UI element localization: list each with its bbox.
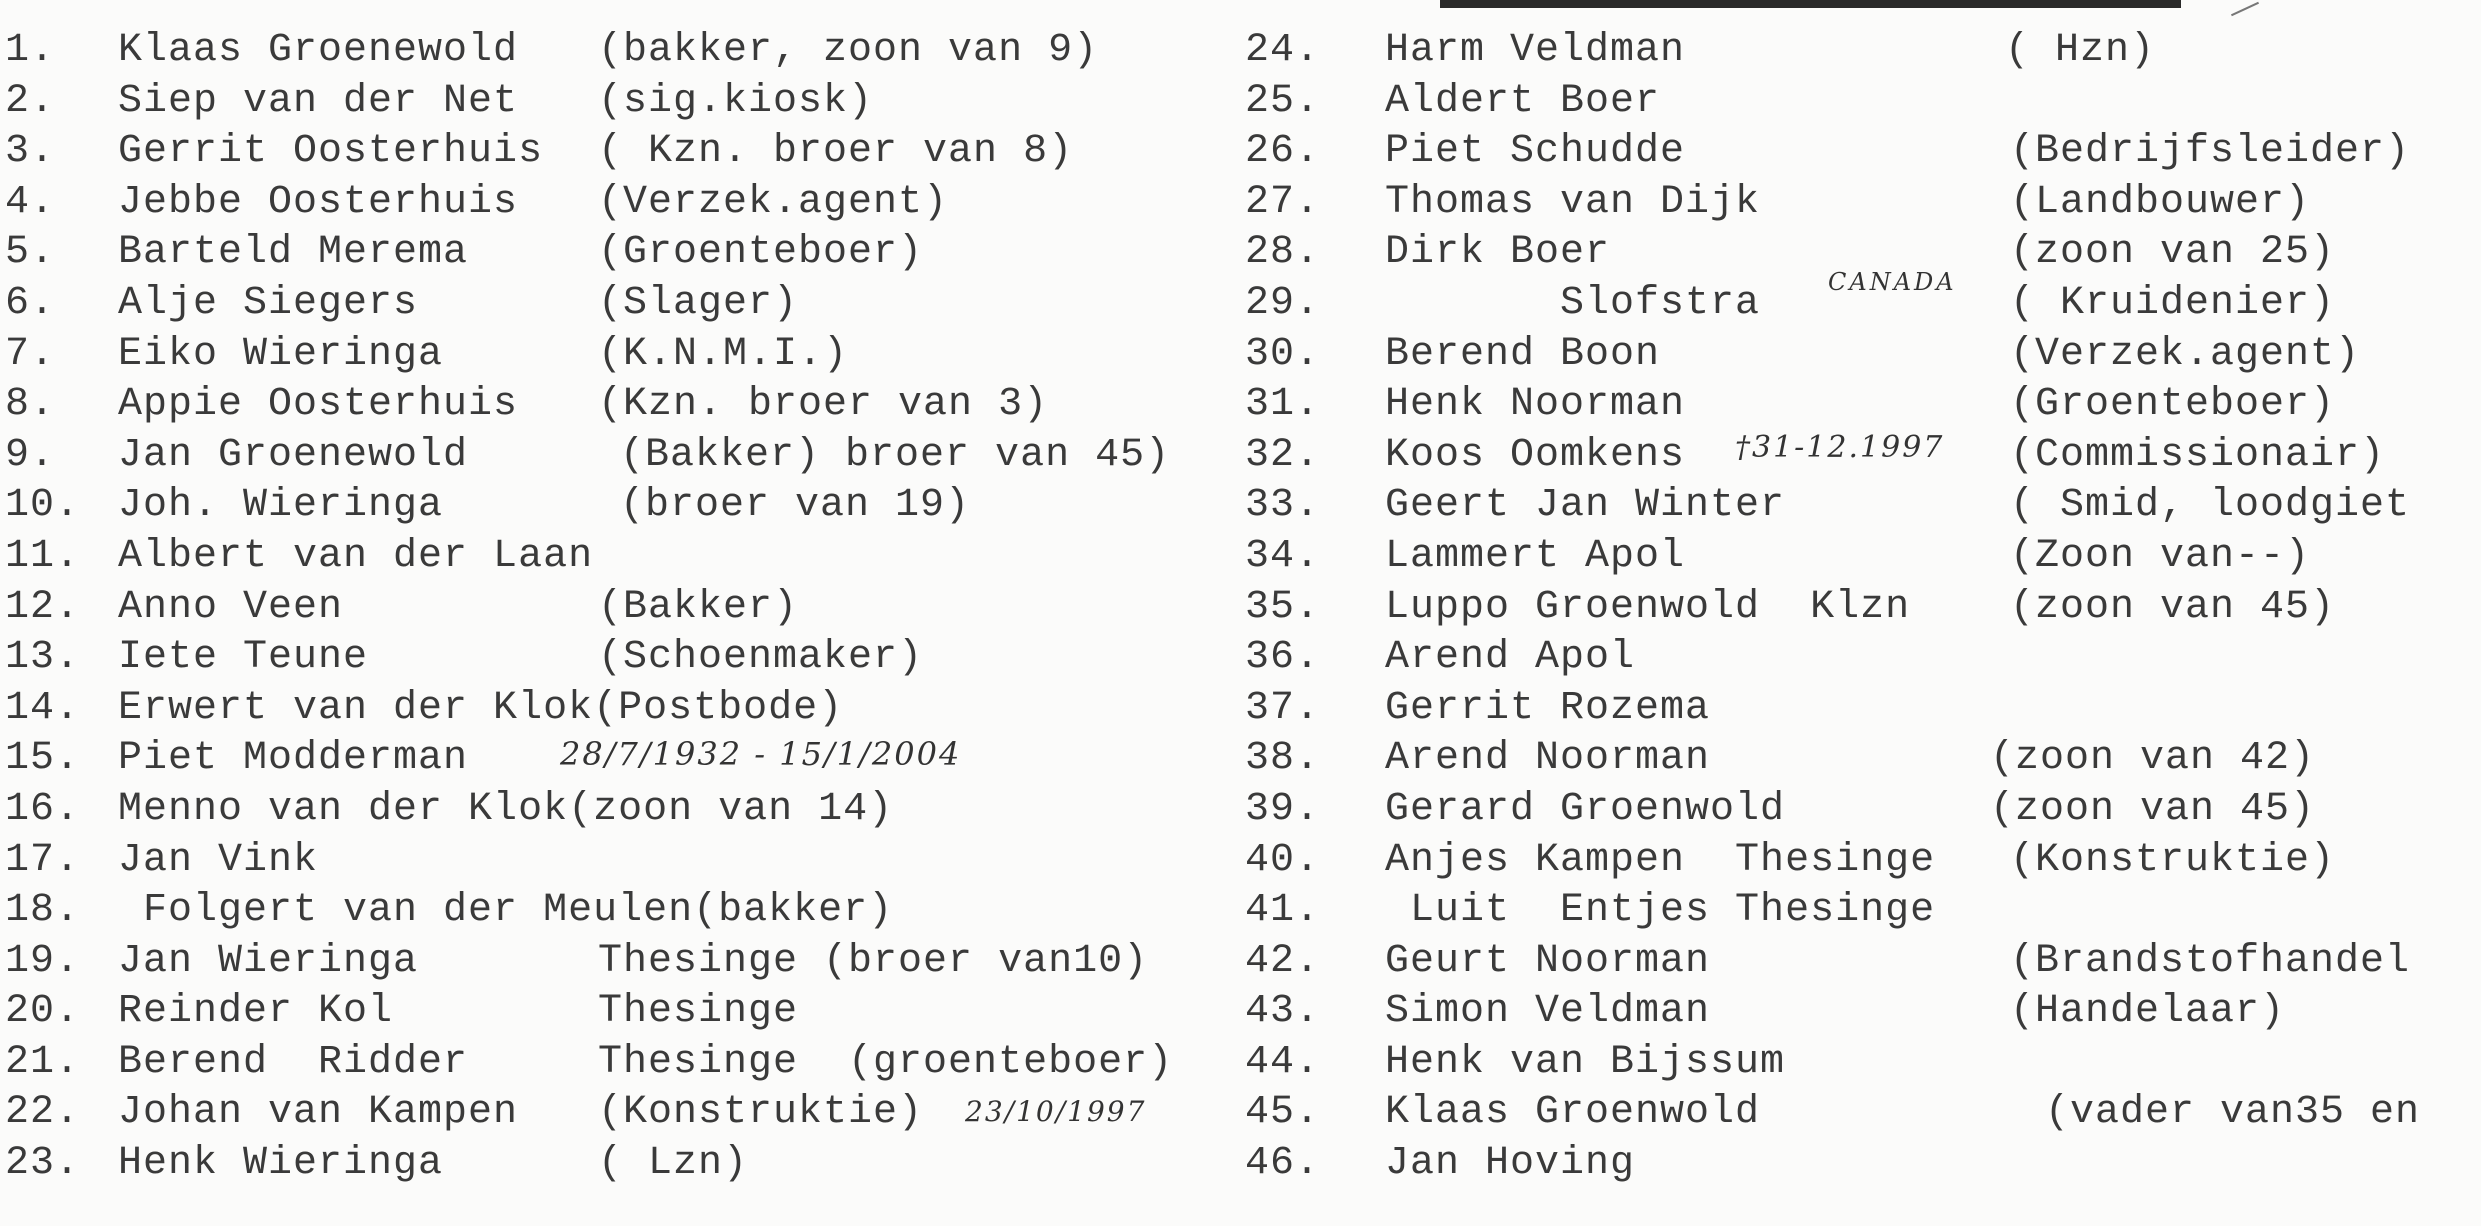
person-note: (zoon van 25) — [2010, 230, 2336, 276]
item-number: 34. — [1245, 533, 1321, 579]
person-note: Thesinge (groenteboer) — [598, 1039, 1174, 1085]
person-note: (Bakker) — [598, 584, 799, 630]
person-name: Gerrit Rozema — [1385, 685, 1711, 731]
person-name: Arend Apol — [1385, 635, 1636, 681]
item-number: 35. — [1245, 584, 1321, 630]
list-item — [1245, 933, 2481, 984]
person-note: (Kzn. broer van 3) — [598, 382, 1049, 428]
person-name: Thomas van Dijk — [1385, 179, 1761, 225]
person-name: Johan van Kampen — [118, 1090, 519, 1136]
person-name: Joh. Wieringa — [118, 483, 444, 529]
list-item — [0, 73, 1240, 124]
person-name: Folgert van der Meulen(bakker) — [118, 888, 894, 934]
list-item — [0, 1034, 1240, 1085]
person-name: Barteld Merema — [118, 230, 469, 276]
person-name: Geert Jan Winter — [1385, 483, 1786, 529]
item-number: 45. — [1245, 1090, 1321, 1136]
item-number: 9. — [5, 432, 56, 478]
person-name: Jebbe Oosterhuis — [118, 179, 519, 225]
person-name: Jan Vink — [118, 837, 319, 883]
item-number: 43. — [1245, 989, 1321, 1035]
person-name: Jan Wieringa — [118, 938, 419, 984]
item-number: 33. — [1245, 483, 1321, 529]
item-number: 18. — [5, 888, 81, 934]
person-note: Thesinge — [598, 989, 799, 1035]
list-item — [0, 680, 1240, 731]
person-note: (Handelaar) — [2010, 989, 2286, 1035]
list-item — [0, 579, 1240, 630]
list-item — [1245, 579, 2481, 630]
item-number: 23. — [5, 1141, 81, 1187]
person-name: Iete Teune — [118, 635, 369, 681]
person-note: (Brandstofhandel — [2010, 938, 2411, 984]
person-note: (sig.kiosk) — [598, 78, 874, 124]
item-number: 5. — [5, 230, 56, 276]
person-note: (Groenteboer) — [2010, 382, 2336, 428]
item-number: 28. — [1245, 230, 1321, 276]
person-name: Gerrit Oosterhuis — [118, 129, 544, 175]
person-name: Klaas Groenwold — [1385, 1090, 1761, 1136]
person-name: Arend Noorman — [1385, 736, 1711, 782]
item-number: 36. — [1245, 635, 1321, 681]
item-number: 40. — [1245, 837, 1321, 883]
list-item — [1245, 1135, 2481, 1186]
person-note: (Bedrijfsleider) — [2010, 129, 2411, 175]
list-item — [0, 629, 1240, 680]
person-name: Piet Modderman — [118, 736, 469, 782]
list-item — [0, 22, 1240, 73]
person-note: ( Lzn) — [598, 1141, 749, 1187]
list-item — [0, 376, 1240, 427]
person-note: (vader van35 en — [2045, 1090, 2421, 1136]
item-number: 2. — [5, 78, 56, 124]
person-note: Thesinge (broer van10) — [598, 938, 1149, 984]
item-number: 42. — [1245, 938, 1321, 984]
handwritten-date-22: 23/10/1997 — [965, 1095, 1147, 1128]
list-item — [1245, 680, 2481, 731]
person-note: (Commissionair) — [2010, 432, 2386, 478]
list-item — [0, 528, 1240, 579]
person-name: Berend Ridder — [118, 1039, 469, 1085]
list-item — [1245, 528, 2481, 579]
item-number: 19. — [5, 938, 81, 984]
item-number: 20. — [5, 989, 81, 1035]
item-number: 8. — [5, 382, 56, 428]
person-name: Jan Groenewold — [118, 432, 469, 478]
item-number: 10. — [5, 483, 81, 529]
item-number: 4. — [5, 179, 56, 225]
item-number: 46. — [1245, 1141, 1321, 1187]
person-name: Gerard Groenwold — [1385, 786, 1786, 832]
item-number: 7. — [5, 331, 56, 377]
person-note: (zoon van 45) — [1990, 786, 2316, 832]
item-number: 14. — [5, 685, 81, 731]
person-name: Henk Noorman — [1385, 382, 1686, 428]
item-number: 31. — [1245, 382, 1321, 428]
list-item — [0, 1135, 1240, 1186]
item-number: 13. — [5, 635, 81, 681]
item-number: 29. — [1245, 280, 1321, 326]
list-item — [1245, 1034, 2481, 1085]
person-note: (Verzek.agent) — [598, 179, 949, 225]
person-name: Luppo Groenwold Klzn — [1385, 584, 1911, 630]
list-item — [0, 882, 1240, 933]
item-number: 32. — [1245, 432, 1321, 478]
person-note: (Verzek.agent) — [2010, 331, 2361, 377]
list-item — [0, 224, 1240, 275]
item-number: 25. — [1245, 78, 1321, 124]
person-note: (Konstruktie) — [598, 1090, 924, 1136]
person-name: Slofstra — [1385, 280, 1761, 326]
item-number: 22. — [5, 1090, 81, 1136]
list-item — [0, 477, 1240, 528]
list-item — [0, 832, 1240, 883]
list-item — [0, 983, 1240, 1034]
item-number: 37. — [1245, 685, 1321, 731]
person-note: ( Hzn) — [2005, 28, 2156, 73]
person-name: Jan Hoving — [1385, 1141, 1636, 1187]
list-item — [1245, 174, 2481, 225]
item-number: 38. — [1245, 736, 1321, 782]
scan-top-edge — [1440, 0, 2181, 8]
list-item — [1245, 1084, 2481, 1135]
person-name: Lammert Apol — [1385, 533, 1686, 579]
item-number: 21. — [5, 1039, 81, 1085]
person-note: ( Kruidenier) — [2010, 280, 2336, 326]
person-name: Anjes Kampen Thesinge — [1385, 837, 1936, 883]
person-name: Piet Schudde — [1385, 129, 1686, 175]
item-number: 16. — [5, 786, 81, 832]
person-note: ( Kzn. broer van 8) — [598, 129, 1074, 175]
person-name: Menno van der Klok(zoon van 14) — [118, 786, 894, 832]
person-name: Berend Boon — [1385, 331, 1661, 377]
list-item — [1245, 22, 2481, 73]
person-name: Reinder Kol — [118, 989, 394, 1035]
person-name: Klaas Groenewold — [118, 28, 519, 73]
item-number: 17. — [5, 837, 81, 883]
item-number: 27. — [1245, 179, 1321, 225]
person-name: Eiko Wieringa — [118, 331, 444, 377]
person-note: (zoon van 42) — [1990, 736, 2316, 782]
person-note: (Konstruktie) — [2010, 837, 2336, 883]
item-number: 30. — [1245, 331, 1321, 377]
list-item — [1245, 882, 2481, 933]
pencil-mark — [2231, 2, 2259, 16]
list-item — [1245, 376, 2481, 427]
handwritten-death-32: †31-12.1997 — [1735, 430, 1945, 465]
person-note: (Schoenmaker) — [598, 635, 924, 681]
item-number: 26. — [1245, 129, 1321, 175]
item-number: 15. — [5, 736, 81, 782]
list-item — [1245, 629, 2481, 680]
person-name: Siep van der Net — [118, 78, 519, 124]
list-item — [0, 427, 1240, 478]
item-number: 11. — [5, 533, 81, 579]
list-item — [1245, 832, 2481, 883]
person-name: Geurt Noorman — [1385, 938, 1711, 984]
person-note: (bakker, zoon van 9) — [598, 28, 1099, 73]
list-item — [0, 781, 1240, 832]
person-name: Aldert Boer — [1385, 78, 1661, 124]
person-name: Appie Oosterhuis — [118, 382, 519, 428]
item-number: 3. — [5, 129, 56, 175]
list-item — [0, 933, 1240, 984]
item-number: 6. — [5, 280, 56, 326]
item-number: 39. — [1245, 786, 1321, 832]
left-column-list — [0, 22, 1240, 1186]
list-item — [0, 123, 1240, 174]
person-name: Erwert van der Klok(Postbode) — [118, 685, 844, 731]
list-item — [1245, 983, 2481, 1034]
person-note: (Groenteboer) — [598, 230, 924, 276]
list-item — [0, 326, 1240, 377]
person-name: Koos Oomkens — [1385, 432, 1686, 478]
person-note: (Slager) — [598, 280, 799, 326]
person-name: Harm Veldman — [1385, 28, 1686, 73]
person-name: Albert van der Laan — [118, 533, 594, 579]
list-item — [1245, 730, 2481, 781]
person-note: (zoon van 45) — [2010, 584, 2336, 630]
person-name: Henk van Bijssum — [1385, 1039, 1786, 1085]
handwritten-dates-15: 28/7/1932 - 15/1/2004 — [560, 735, 962, 773]
handwritten-canada-29: CANADA — [1828, 268, 1957, 296]
person-name: Anno Veen — [118, 584, 344, 630]
list-item — [0, 174, 1240, 225]
list-item — [1245, 123, 2481, 174]
person-note: (Bakker) broer van 45) — [620, 432, 1171, 478]
person-note: (Landbouwer) — [2010, 179, 2311, 225]
list-item — [0, 275, 1240, 326]
item-number: 1. — [5, 28, 56, 73]
person-name: Luit Entjes Thesinge — [1385, 888, 1936, 934]
person-note: (Zoon van--) — [2010, 533, 2311, 579]
list-item — [1245, 781, 2481, 832]
item-number: 44. — [1245, 1039, 1321, 1085]
right-column-list — [1245, 22, 2481, 1186]
person-name: Alje Siegers — [118, 280, 419, 326]
item-number: 24. — [1245, 28, 1321, 73]
person-note: (broer van 19) — [620, 483, 971, 529]
list-item — [1245, 326, 2481, 377]
item-number: 12. — [5, 584, 81, 630]
list-item — [1245, 73, 2481, 124]
item-number: 41. — [1245, 888, 1321, 934]
person-name: Simon Veldman — [1385, 989, 1711, 1035]
list-item — [1245, 477, 2481, 528]
person-note: ( Smid, loodgiet — [2010, 483, 2411, 529]
person-name: Henk Wieringa — [118, 1141, 444, 1187]
person-note: (K.N.M.I.) — [598, 331, 849, 377]
person-name: Dirk Boer — [1385, 230, 1611, 276]
